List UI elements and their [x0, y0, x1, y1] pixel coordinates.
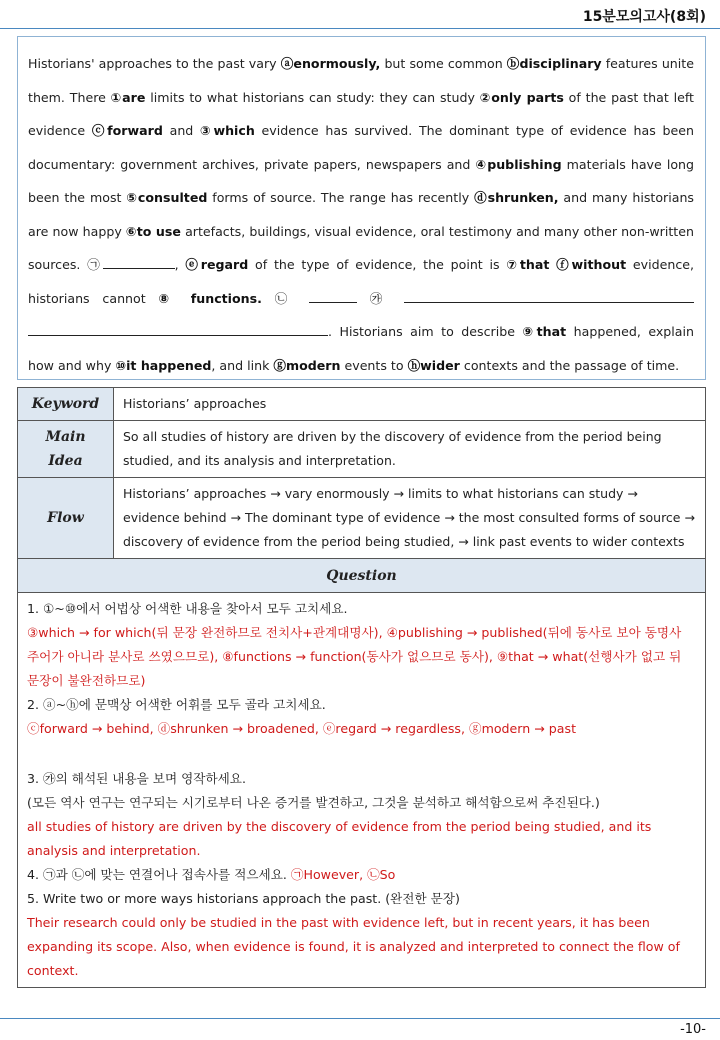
blank-marker-a: ㉠ — [87, 257, 103, 272]
passage-text: contexts and the passage of time. — [459, 357, 680, 373]
passage-text: features unite them. There — [28, 56, 694, 105]
blank-line — [103, 253, 175, 269]
passage-text — [357, 291, 370, 306]
answer-4: ㉠However, ㉡So — [290, 866, 396, 882]
question-2: 2. ⓐ~ⓗ에 문맥상 어색한 어휘를 모두 골라 고치세요. — [27, 697, 326, 712]
question-4-line — [27, 863, 696, 887]
questions-answers — [18, 593, 706, 988]
summary-table — [17, 387, 706, 988]
marked-word-10: ⑩it happened — [115, 357, 212, 373]
marked-word-h: ⓗwider — [407, 357, 460, 373]
marked-word-e: ⓔregard — [185, 257, 249, 272]
marked-word-functions: functions. — [190, 290, 262, 306]
main-idea-value: So all studies of history are driven by the discovery of evidence from the period being studied, and its analysis and interpretation. — [114, 421, 706, 478]
marked-word-5: ⑤consulted — [126, 190, 208, 205]
marked-word-a: ⓐenormously, — [280, 56, 381, 71]
marked-word-f: ⓕwithout — [556, 257, 627, 272]
marked-word-9: ⑨that — [522, 324, 567, 339]
main-idea-row — [18, 421, 706, 478]
passage-text: . Historians aim to describe — [328, 324, 523, 339]
passage-text: and — [162, 123, 201, 138]
question-5: 5. Write two or more ways historians approach the past. (완전한 문장) — [27, 890, 460, 906]
marked-word-b: ⓑdisciplinary — [506, 56, 602, 71]
passage-text: forms of source. The range has recently — [207, 190, 475, 205]
keyword-label: Keyword — [18, 388, 114, 421]
passage-text — [178, 291, 191, 306]
passage-text: and many historians are now happy — [28, 190, 694, 239]
question-label: Question — [18, 559, 706, 593]
passage-text — [262, 291, 275, 306]
flow-value: Historians’ approaches → vary enormously → limits to what historians can study → evidence behind → The dominant type of evidence → the most consulted forms of source → discovery of evidence from the period being studied, → link past events to wider contexts — [114, 478, 706, 559]
keyword-value: Historians’ approaches — [114, 388, 706, 421]
passage-text: of the past that left evidence — [28, 89, 694, 138]
blank-line — [309, 287, 357, 303]
reading-passage — [17, 36, 706, 380]
marked-word-3: ③which — [200, 123, 255, 138]
question-3-hint: (모든 역사 연구는 연구되는 시기로부터 나온 증거를 발견하고, 그것을 분석하고 해석함으로써 추진된다.) — [27, 794, 600, 810]
marked-word-8: ⑧ — [158, 290, 178, 306]
marked-word-1: ①are — [110, 89, 146, 105]
passage-text: happened, explain how and why — [28, 324, 694, 373]
passage-text: Historians' approaches to the past vary — [28, 56, 281, 71]
passage-text: , and link — [211, 357, 274, 373]
marked-word-g: ⓖmodern — [273, 357, 341, 373]
header-divider — [0, 28, 720, 29]
marked-word-4: ④publishing — [475, 156, 562, 172]
passage-text: artefacts, buildings, visual evidence, oral testimony and many other non-written sources. — [28, 223, 694, 272]
flow-label: Flow — [18, 478, 114, 559]
answer-1: ③which → for which(뒤 문장 완전하므로 전치사+관계대명사), ④publishing → published(뒤에 동사로 보아 동명사 주어가 아니라 분사로 쓰였으므로), ⑧functions → function(동사가 없으므로 동사), ⑨that → what(선행사가 없고 뒤 문장이 불완전하므로) — [27, 625, 682, 688]
question-body-row — [18, 593, 706, 988]
blank-marker-ga: ㉮ — [369, 290, 392, 306]
blank-marker-b: ㉡ — [274, 290, 297, 306]
passage-text: of the type of evidence, the point is — [248, 257, 507, 272]
passage-text: but some common — [380, 56, 507, 71]
question-header-row — [18, 559, 706, 593]
answer-2: ⓒforward → behind, ⓓshrunken → broadened, ⓔregard → regardless, ⓖmodern → past — [27, 721, 577, 736]
answer-5: Their research could only be studied in the past with evidence left, but in recent years, it has been expanding its scope. Also, when evidence is found, it is analyzed and interpreted to connect the flow of context. — [27, 914, 680, 978]
blank-line — [404, 287, 694, 303]
passage-text: , — [174, 257, 186, 272]
answer-3: all studies of history are driven by the discovery of evidence from the period being studied, and its analysis and interpretation. — [27, 818, 652, 858]
question-1: 1. ①~⑩에서 어법상 어색한 내용을 찾아서 모두 고치세요. — [27, 601, 348, 616]
blank-line — [28, 320, 328, 336]
footer-divider — [0, 1018, 720, 1019]
marked-word-7: ⑦that — [506, 257, 550, 272]
passage-text: evidence has survived. The dominant type of evidence has been documentary: government archives, private papers, newspapers and — [28, 123, 694, 172]
passage-text: evidence, historians cannot — [28, 257, 695, 306]
page-number: -10- — [680, 1022, 706, 1037]
keyword-row — [18, 388, 706, 421]
passage-text: materials have long been the most — [28, 156, 695, 205]
passage-text: events to — [340, 357, 408, 373]
question-3: 3. ㉮의 해석된 내용을 보며 영작하세요. — [27, 770, 246, 786]
spacer — [27, 741, 696, 767]
marked-word-6: ⑥to use — [125, 223, 181, 239]
passage-text: limits to what historians can study: they can study — [145, 89, 480, 105]
question-4: 4. ㉠과 ㉡에 맞는 연결어나 접속사를 적으세요. — [27, 866, 287, 882]
marked-word-c: ⓒforward — [91, 123, 163, 138]
page-header-title: 15분모의고사(8회) — [582, 9, 706, 25]
marked-word-d: ⓓshrunken, — [474, 190, 559, 205]
marked-word-2: ②only parts — [479, 89, 564, 105]
main-idea-label: Main Idea — [18, 421, 114, 478]
flow-row — [18, 478, 706, 559]
